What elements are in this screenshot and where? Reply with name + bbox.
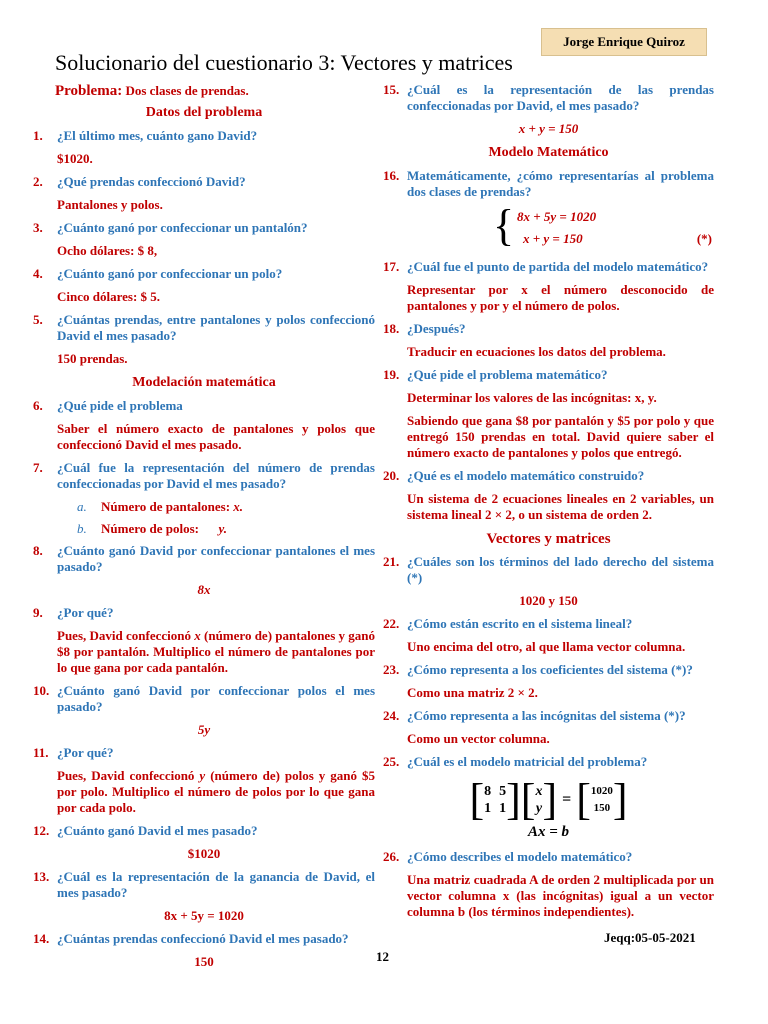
question-number: 17. xyxy=(383,259,400,274)
right-column xyxy=(383,82,714,927)
answer-24: Como un vector columna. xyxy=(407,731,550,746)
matrix-equation xyxy=(383,777,714,823)
question-7 xyxy=(33,460,375,492)
matrix-cell: 8 xyxy=(484,784,492,799)
answer-11 xyxy=(33,768,375,816)
question-text: ¿Cuál es la representación de las prendas confeccionadas por David, el mes pasado? xyxy=(407,82,714,113)
vector-cell: 150 xyxy=(593,802,611,814)
matrix-cell: 5 xyxy=(499,784,507,799)
answer-19-detail: Sabiendo que gana $8 por pantalón y $5 por polo y que entregó 150 prendas en total. David quiere saber el número exacto de pantalones y polos que entregó. xyxy=(407,413,714,460)
sub-text: Número de pantalones: xyxy=(101,499,231,514)
question-number: 12. xyxy=(33,823,50,838)
heading-datos: Datos del problema xyxy=(145,105,263,120)
heading-vectores: Vectores y matrices xyxy=(486,531,611,547)
question-26 xyxy=(383,849,714,865)
bracket-open: [ xyxy=(520,775,536,824)
answer-9 xyxy=(33,628,375,676)
answer-part: Pues, David confeccionó xyxy=(57,628,191,643)
question-text: ¿Cuánto ganó por confeccionar un polo? xyxy=(57,266,283,281)
vector-cell: y xyxy=(535,801,543,816)
question-22 xyxy=(383,616,714,632)
question-3 xyxy=(33,220,375,236)
question-text: ¿Qué prendas confeccionó David? xyxy=(57,174,246,189)
question-text: ¿Qué pide el problema xyxy=(57,398,183,413)
question-text: ¿Cómo representa a los coeficientes del sistema (*)? xyxy=(407,662,693,677)
answer-26: Una matriz cuadrada A de orden 2 multiplicada por un vector columna x (las incógnitas) igual a un vector columna b (los términos independientes). xyxy=(407,872,714,919)
answer-6: Saber el número exacto de pantalones y polos que confeccionó David el mes pasado. xyxy=(57,421,375,452)
question-24 xyxy=(383,708,714,724)
matrix-cell: 1 xyxy=(499,801,507,816)
constant-vector xyxy=(576,775,628,824)
compact-equation: Ax = b xyxy=(527,824,570,840)
answer-17: Representar por x el número desconocido de pantalones y por y el número de polos. xyxy=(407,282,714,313)
question-text: Matemáticamente, ¿cómo representarías al problema dos clases de prendas? xyxy=(407,168,714,199)
question-number: 10. xyxy=(33,683,50,698)
unknown-vector xyxy=(520,775,558,824)
question-25 xyxy=(383,754,714,770)
question-text: ¿Después? xyxy=(407,321,466,336)
sub-letter: a. xyxy=(77,499,87,514)
sub-var: x. xyxy=(233,499,244,514)
question-number: 15. xyxy=(383,82,400,97)
question-number: 7. xyxy=(33,460,43,475)
answer-21: 1020 y 150 xyxy=(519,593,578,608)
sub-text: Número de polos: xyxy=(101,521,199,536)
question-number: 4. xyxy=(33,266,43,281)
coefficient-matrix xyxy=(469,775,521,824)
question-15 xyxy=(383,82,714,114)
answer-19: Determinar los valores de las incógnitas: x, y. xyxy=(407,390,657,405)
question-21 xyxy=(383,554,714,586)
answer-2: Pantalones y polos. xyxy=(57,197,163,212)
answer-8: 8x xyxy=(197,582,211,597)
question-number: 13. xyxy=(33,869,50,884)
bracket-close: ] xyxy=(506,775,521,824)
question-number: 20. xyxy=(383,468,400,483)
question-text: ¿Por qué? xyxy=(57,605,114,620)
question-text: ¿Cuánto ganó por confeccionar un pantalón? xyxy=(57,220,308,235)
question-text: ¿Cuántas prendas, entre pantalones y polos confeccionó David el mes pasado? xyxy=(57,312,375,343)
question-text: ¿Cuál es el modelo matricial del problema? xyxy=(407,754,648,769)
question-text: ¿Cuánto ganó David el mes pasado? xyxy=(57,823,258,838)
answer-4: Cinco dólares: $ 5. xyxy=(57,289,161,304)
answer-13: 8x + 5y = 1020 xyxy=(164,908,244,923)
question-number: 9. xyxy=(33,605,43,620)
sub-var: y. xyxy=(218,521,228,536)
answer-7a xyxy=(33,499,375,515)
question-10 xyxy=(33,683,375,715)
answer-14: 150 xyxy=(194,954,214,969)
equals-sign: = xyxy=(562,791,572,808)
question-text: ¿Cómo representa a las incógnitas del sistema (*)? xyxy=(407,708,686,723)
question-number: 22. xyxy=(383,616,400,631)
answer-var: x xyxy=(194,628,201,643)
question-11 xyxy=(33,745,375,761)
question-text: ¿Cómo están escrito en el sistema lineal? xyxy=(407,616,633,631)
question-text: ¿Cuáles son los términos del lado derecho del sistema (*) xyxy=(407,554,714,585)
footer-date: Jeqq:05-05-2021 xyxy=(604,930,696,945)
question-19 xyxy=(383,367,714,383)
equation-tag: (*) xyxy=(696,231,712,246)
question-18 xyxy=(383,321,714,337)
equation-system xyxy=(493,201,714,253)
question-number: 14. xyxy=(33,931,50,946)
answer-part: (número de) pantalones y ganó $8 por pantalón. Multiplico el número de pantalones por lo que gana por cada pantalón. xyxy=(57,628,375,675)
answer-20: Un sistema de 2 ecuaciones lineales en 2 variables, un sistema lineal 2 × 2, o un sistema de orden 2. xyxy=(407,491,714,522)
question-17 xyxy=(383,259,714,275)
bracket-open: [ xyxy=(576,775,591,824)
question-number: 21. xyxy=(383,554,400,569)
question-number: 16. xyxy=(383,168,400,183)
bracket-close: ] xyxy=(542,775,558,824)
question-12 xyxy=(33,823,375,839)
answer-3: Ocho dólares: $ 8, xyxy=(57,243,158,258)
equation-1: 8x + 5y = 1020 xyxy=(517,209,597,224)
question-13 xyxy=(33,869,375,901)
question-text: ¿Cuál fue el punto de partida del modelo matemático? xyxy=(407,259,709,274)
question-number: 26. xyxy=(383,849,400,864)
answer-1: $1020. xyxy=(57,151,93,166)
question-text: ¿Cuántas prendas confeccionó David el mes pasado? xyxy=(57,931,349,946)
question-number: 19. xyxy=(383,367,400,382)
question-number: 2. xyxy=(33,174,43,189)
heading-modelacion: Modelación matemática xyxy=(132,375,276,390)
sub-letter: b. xyxy=(77,521,87,536)
question-8 xyxy=(33,543,375,575)
question-text: ¿Cómo describes el modelo matemático? xyxy=(407,849,633,864)
answer-18: Traducir en ecuaciones los datos del problema. xyxy=(407,344,666,359)
question-number: 5. xyxy=(33,312,43,327)
equation-2: x + y = 150 xyxy=(523,231,583,246)
answer-7b xyxy=(33,521,375,537)
question-9 xyxy=(33,605,375,621)
answer-22: Uno encima del otro, al que llama vector columna. xyxy=(407,639,686,654)
question-text: ¿Cuánto ganó David por confeccionar polos el mes pasado? xyxy=(57,683,375,714)
question-number: 24. xyxy=(383,708,400,723)
question-23 xyxy=(383,662,714,678)
question-text: ¿Cuánto ganó David por confeccionar pantalones el mes pasado? xyxy=(57,543,375,574)
question-1 xyxy=(33,128,375,144)
problem-line xyxy=(33,82,375,100)
bracket-close: ] xyxy=(612,775,628,824)
question-number: 11. xyxy=(33,745,49,760)
heading-modelo: Modelo Matemático xyxy=(488,145,609,160)
problem-label: Problema: xyxy=(55,83,123,99)
question-number: 3. xyxy=(33,220,43,235)
question-text: ¿Qué es el modelo matemático construido? xyxy=(407,468,645,483)
matrix-cell: 1 xyxy=(484,801,492,816)
question-number: 23. xyxy=(383,662,400,677)
question-14 xyxy=(33,931,375,947)
question-4 xyxy=(33,266,375,282)
vector-cell: 1020 xyxy=(590,785,613,797)
question-text: ¿Qué pide el problema matemático? xyxy=(407,367,608,382)
bracket-open: [ xyxy=(469,775,485,824)
page-number: 12 xyxy=(376,949,389,964)
answer-15: x + y = 150 xyxy=(518,121,579,136)
question-number: 25. xyxy=(383,754,400,769)
question-6 xyxy=(33,398,375,414)
question-number: 18. xyxy=(383,321,400,336)
brace-symbol: { xyxy=(493,201,515,250)
question-text: ¿Por qué? xyxy=(57,745,114,760)
author-label: Jorge Enrique Quiroz xyxy=(541,28,707,56)
question-number: 6. xyxy=(33,398,43,413)
page-title: Solucionario del cuestionario 3: Vectores y matrices xyxy=(55,50,513,75)
answer-part: (número de) polos y ganó $5 por polo. Multiplico el número de polos por lo que gana por cada polo. xyxy=(57,768,375,815)
question-text: ¿Cuál es la representación de la ganancia de David, el mes pasado? xyxy=(57,869,375,900)
answer-10: 5y xyxy=(197,722,211,737)
left-column xyxy=(33,82,375,977)
question-text: ¿Cuál fue la representación del número de prendas confeccionadas por David el mes pasado? xyxy=(57,460,375,491)
question-16 xyxy=(383,168,714,200)
question-number: 8. xyxy=(33,543,43,558)
answer-5: 150 prendas. xyxy=(57,351,128,366)
answer-part: Pues, David confeccionó xyxy=(57,768,195,783)
answer-12: $1020 xyxy=(187,846,221,861)
problem-text: Dos clases de prendas. xyxy=(125,83,249,98)
question-number: 1. xyxy=(33,128,43,143)
question-2 xyxy=(33,174,375,190)
vector-cell: x xyxy=(535,784,543,799)
answer-var: y xyxy=(199,768,206,783)
question-5 xyxy=(33,312,375,344)
answer-23: Como una matriz 2 × 2. xyxy=(407,685,538,700)
question-text: ¿El último mes, cuánto gano David? xyxy=(57,128,258,143)
question-20 xyxy=(383,468,714,484)
